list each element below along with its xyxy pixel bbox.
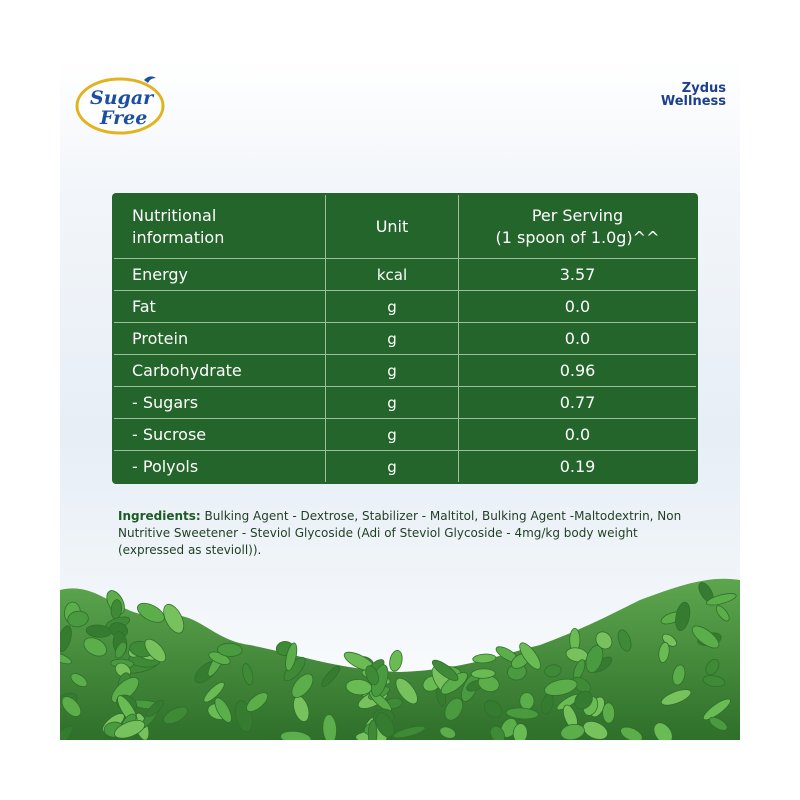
partner-line1: Zydus bbox=[681, 81, 726, 96]
nutrient-value: 0.19 bbox=[559, 457, 596, 476]
nutrient-value: 3.57 bbox=[459, 259, 696, 291]
logo-line1: Sugar bbox=[90, 87, 154, 109]
table-row bbox=[114, 451, 696, 482]
nutrient-value: 0.0 bbox=[459, 419, 696, 451]
nutrient-name: Protein bbox=[114, 323, 326, 355]
partner-line2: Wellness bbox=[660, 94, 726, 109]
logo-line2: Free bbox=[100, 107, 148, 129]
sugar-free-logo bbox=[74, 72, 170, 136]
header-nutritional-information: Nutritional information bbox=[114, 195, 326, 259]
ingredients-body: Bulking Agent - Dextrose, Stabilizer - Maltitol, Bulking Agent -Maltodextrin, Non Nutritive Sweetener - Steviol Glycoside (Adi of Steviol Glycoside - 4mg/kg body weight (expressed as stevioll)). bbox=[118, 509, 682, 557]
ingredients-text bbox=[118, 508, 698, 559]
nutrient-unit: g bbox=[326, 451, 459, 482]
nutrient-name: Energy bbox=[114, 259, 326, 291]
table-row bbox=[114, 323, 696, 355]
nutrient-unit: g bbox=[326, 291, 459, 323]
nutrient-value: 0.0 bbox=[459, 323, 696, 355]
table-row bbox=[114, 419, 696, 451]
nutrient-name: - Sucrose bbox=[114, 419, 326, 451]
nutrient-unit: g bbox=[326, 419, 459, 451]
header-unit: Unit bbox=[326, 195, 459, 259]
leaf bbox=[388, 649, 404, 672]
table-row bbox=[114, 387, 696, 419]
nutrition-table bbox=[112, 193, 698, 484]
nutrient-name: - Polyols bbox=[114, 451, 326, 482]
table-row bbox=[114, 259, 696, 291]
nutrient-name: Fat bbox=[114, 291, 326, 323]
table-row bbox=[114, 291, 696, 323]
nutrient-value: 0.0 bbox=[459, 291, 696, 323]
table-header-row bbox=[114, 195, 696, 259]
nutrient-unit: kcal bbox=[326, 259, 459, 291]
stevia-leaves-image bbox=[60, 560, 740, 740]
table-row bbox=[114, 355, 696, 387]
nutrient-value: 0.77 bbox=[459, 387, 696, 419]
product-info-canvas bbox=[60, 60, 740, 740]
leaf bbox=[520, 692, 535, 709]
header-per-serving: Per Serving (1 spoon of 1.0g)^^ bbox=[459, 195, 696, 259]
nutrient-name: - Sugars bbox=[114, 387, 326, 419]
nutrient-unit: g bbox=[326, 355, 459, 387]
nutrient-unit: g bbox=[326, 387, 459, 419]
ingredients-label: Ingredients: bbox=[118, 509, 201, 523]
zydus-wellness-logo bbox=[661, 82, 726, 108]
nutrient-unit: g bbox=[326, 323, 459, 355]
leaf bbox=[602, 703, 615, 724]
nutrient-value: 0.96 bbox=[459, 355, 696, 387]
nutrient-name: Carbohydrate bbox=[114, 355, 326, 387]
